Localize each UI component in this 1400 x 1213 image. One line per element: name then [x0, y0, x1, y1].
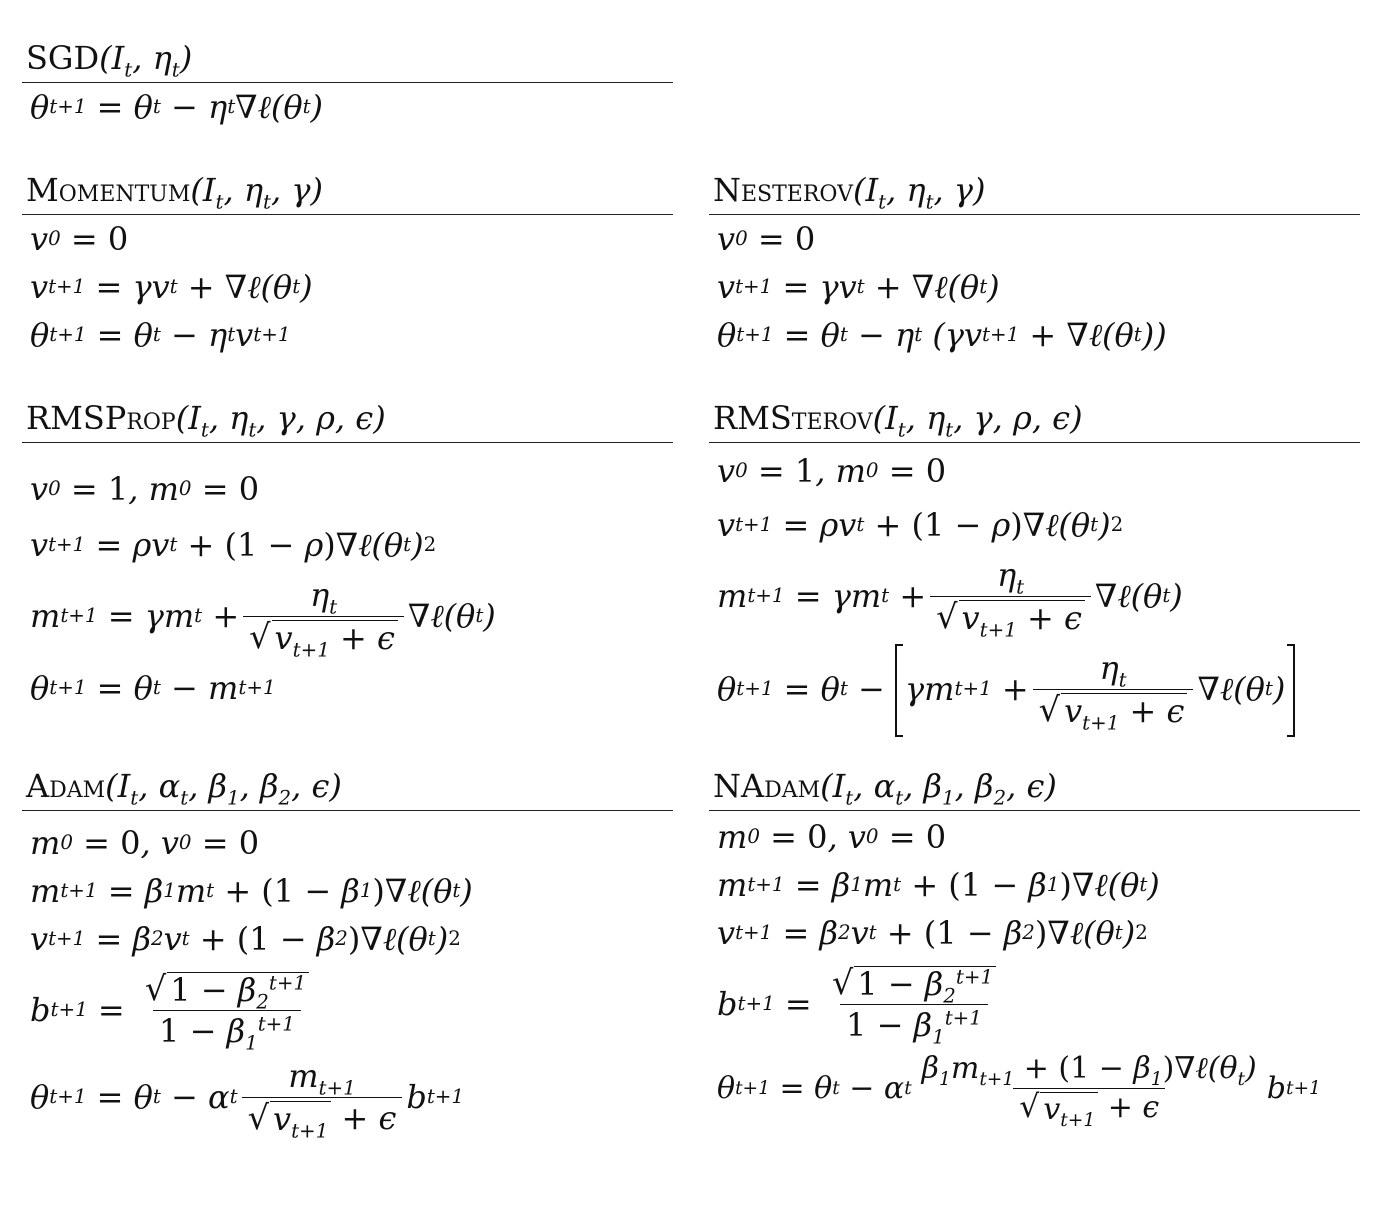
momentum-velocity-eq: v t+1 = γv t + ∇ ℓ(θ t ): [30, 268, 313, 306]
nadam-header: $NAdam(I_t$, $\alpha_t$, $\beta_1$, $\beta_2$, ϵ): [709, 766, 1360, 811]
rmsterov-header: $RMSterov(I_t$, $\eta_t$, γ, ρ, ϵ): [709, 398, 1360, 443]
nadam-update-eq: θ t+1 = θ t − α t $\beta_1m_{t+1} + (1$ − $\beta_1)\nabla\ell(\theta_t)$ √ $v_{t+1}$ + ϵ b t+1: [717, 1050, 1321, 1132]
adam-v-eq: v t+1 = β 2 v t + (1 − β 2 )∇ ℓ(θ t ) 2: [30, 920, 461, 958]
nesterov-update-eq: θ t+1 = θ t − η t (γv t+1 + ∇ ℓ(θ t )): [717, 316, 1167, 354]
adam-block: [22, 766, 673, 1145]
nesterov-velocity-eq: v t+1 = γv t + ∇ ℓ(θ t ): [717, 268, 1000, 306]
sgd-update-eq: θ t+1 = θ t − η t ∇ ℓ(θ t ): [30, 88, 324, 126]
nadam-b-eq: b t+1 = √ $1 - \beta_2^{t+1}$ $1 - \beta_1^{t+1}$: [717, 965, 1360, 1044]
nesterov-title: Nesterov: [713, 171, 853, 209]
rmsprop-header: $RMSProp(I_t$, $\eta_t$, γ, ρ, ϵ): [22, 398, 673, 443]
adam-title: Adam: [26, 767, 106, 805]
momentum-init-eq: v 0 = 0: [30, 220, 129, 258]
rmsprop-update-eq: θ t+1 = θ t − m t+1: [30, 668, 276, 707]
rmsterov-m-eq: m t+1 = γm t + $\eta_t$ √ $v_{t+1} + \epsilon$ ∇ ℓ(θ t ): [717, 556, 1183, 642]
nadam-m-eq: m t+1 = β 1 m t + (1 − β 1 )∇ ℓ(θ t ): [717, 866, 1160, 904]
adam-header: $Adam(I_t$, $\alpha_t$, $\beta_1$, $\beta_2$, ϵ): [22, 766, 673, 811]
adam-init-eq: m 0 = 0 , v 0 = 0: [30, 824, 260, 862]
adam-update-eq: θ t+1 = θ t − α t $m_{t+1}$ √ $v_{t+1}$ + ϵ b t+1: [30, 1056, 465, 1143]
sgd-header: $SGD(I_t$, $\eta_t$): [22, 38, 673, 83]
momentum-block: [22, 170, 673, 359]
rmsterov-block: [709, 398, 1360, 743]
adam-m-eq: m t+1 = β 1 m t + (1 − β 1 )∇ ℓ(θ t ): [30, 872, 473, 910]
rmsterov-init-eq: v 0 = 1 , m 0 = 0: [717, 452, 947, 490]
adam-b-eq: b t+1 = √ $1 - \beta_2^{t+1}$ $1 - \beta_1^{t+1}$: [30, 971, 673, 1050]
rmsprop-init-eq: v 0 = 1 , m 0 = 0: [30, 470, 260, 508]
sgd-block: [22, 38, 673, 131]
rmsprop-m-eq: m t+1 = γm t + $\eta_t$ √ $v_{t+1} + \epsilon$ ∇ ℓ(θ t ): [30, 576, 496, 662]
nadam-init-eq: m 0 = 0 , v 0 = 0: [717, 818, 947, 856]
rmsprop-v-eq: v t+1 = ρv t + (1 − ρ )∇ ℓ(θ t ) 2: [30, 526, 437, 564]
momentum-update-eq: θ t+1 = θ t − η t v t+1: [30, 316, 291, 354]
nesterov-header: $Nesterov(I_t$, $\eta_t$, γ): [709, 170, 1360, 215]
nesterov-block: [709, 170, 1360, 359]
rmsterov-update-eq: θ t+1 = θ t − γm t+1 + $\eta_t$ √ $v_{t+1} + \epsilon$ ∇ ℓ(θ t ): [717, 644, 1360, 735]
rmsterov-v-eq: v t+1 = ρv t + (1 − ρ )∇ ℓ(θ t ) 2: [717, 506, 1124, 544]
rmsprop-block: [22, 398, 673, 712]
momentum-title: Momentum: [26, 171, 191, 209]
nadam-v-eq: v t+1 = β 2 v t + (1 − β 2 )∇ ℓ(θ t ) 2: [717, 914, 1148, 952]
sgd-title: SGD: [26, 39, 100, 77]
momentum-header: $Momentum(I_t$, $\eta_t$, γ): [22, 170, 673, 215]
nesterov-init-eq: v 0 = 0: [717, 220, 816, 258]
nadam-block: [709, 766, 1360, 1134]
rmsterov-bracket: γm t+1 + $\eta_t$ √ $v_{t+1} + \epsilon$ ∇ ℓ(θ t ): [895, 644, 1295, 735]
